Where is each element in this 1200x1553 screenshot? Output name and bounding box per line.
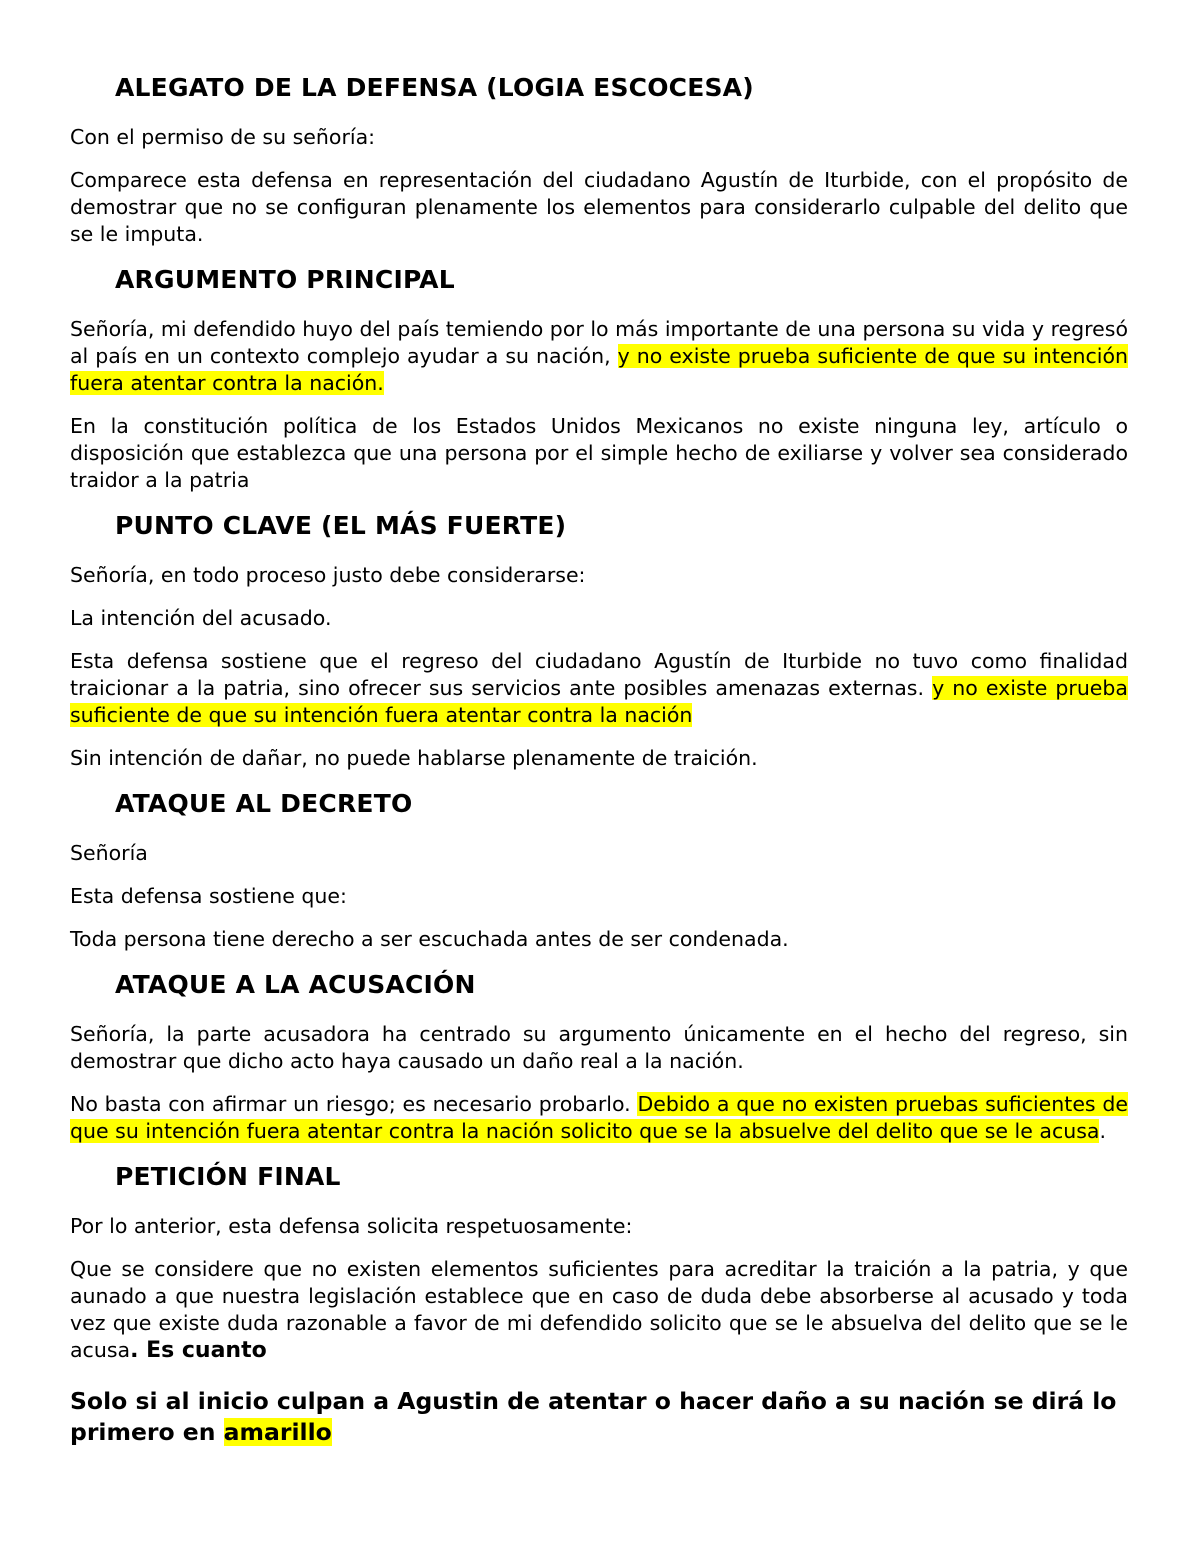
- closing-note: [70, 1386, 1128, 1448]
- argumento-paragraph-2: En la constitución política de los Estados Unidos Mexicanos no existe ninguna ley, artículo o disposición que establezca que una persona por el simple hecho de exiliarse y volver sea considerado traidor a la patria: [70, 414, 1128, 492]
- heading-peticion-final: PETICIÓN FINAL: [115, 1162, 341, 1191]
- punto-paragraph-3: [70, 648, 1128, 729]
- document-page: [70, 72, 1128, 1464]
- document-title: ALEGATO DE LA DEFENSA (LOGIA ESCOCESA): [115, 73, 754, 102]
- es-cuanto-text: . Es cuanto: [130, 1338, 267, 1363]
- acusacion-period: .: [1099, 1119, 1106, 1143]
- heading-argumento-principal: ARGUMENTO PRINCIPAL: [115, 265, 455, 294]
- argumento-paragraph-1: [70, 316, 1128, 397]
- decreto-paragraph-1: Señoría: [70, 841, 148, 865]
- closing-text: Solo si al inicio culpan a Agustin de atentar o hacer daño a su nación se dirá lo primero en: [70, 1387, 1117, 1446]
- highlighted-text: y no existe prueba suficiente de que su intención fuera atentar contra la nación: [70, 676, 1128, 727]
- acusacion-paragraph-1: Señoría, la parte acusadora ha centrado su argumento únicamente en el hecho del regreso, sin demostrar que dicho acto haya causado un daño real a la nación.: [70, 1022, 1128, 1073]
- peticion-text: Que se considere que no existen elementos suficientes para acreditar la traición a la patria, y que aunado a que nuestra legislación establece que en caso de duda debe absorberse al acusado y toda vez que existe duda razonable a favor de mi defendido solicito que se le absuelva del delito que se le acusa: [70, 1257, 1128, 1362]
- heading-ataque-decreto: ATAQUE AL DECRETO: [115, 789, 413, 818]
- punto-text: Esta defensa sostiene que el regreso del ciudadano Agustín de Iturbide no tuvo como finalidad traicionar a la patria, sino ofrecer sus servicios ante posibles amenazas externas.: [70, 649, 1128, 700]
- peticion-paragraph-1: Por lo anterior, esta defensa solicita respetuosamente:: [70, 1214, 633, 1238]
- peticion-paragraph-2: [70, 1256, 1128, 1364]
- intro-paragraph: Comparece esta defensa en representación del ciudadano Agustín de Iturbide, con el propósito de demostrar que no se configuran plenamente los elementos para considerarlo culpable del delito que se le imputa.: [70, 168, 1128, 246]
- punto-paragraph-4: Sin intención de dañar, no puede hablarse plenamente de traición.: [70, 746, 758, 770]
- decreto-paragraph-3: Toda persona tiene derecho a ser escuchada antes de ser condenada.: [70, 927, 789, 951]
- highlighted-text: amarillo: [223, 1418, 332, 1446]
- highlighted-text: y no existe prueba suficiente de que su intención fuera atentar contra la nación.: [70, 344, 1128, 395]
- heading-ataque-acusacion: ATAQUE A LA ACUSACIÓN: [115, 970, 476, 999]
- acusacion-paragraph-2: [70, 1091, 1128, 1145]
- argumento-text: Señoría, mi defendido huyo del país temiendo por lo más importante de una persona su vida y regresó al país en un contexto complejo ayudar a su nación,: [70, 317, 1128, 368]
- punto-paragraph-1: Señoría, en todo proceso justo debe considerarse:: [70, 563, 586, 587]
- intro-greeting: Con el permiso de su señoría:: [70, 125, 376, 149]
- punto-paragraph-2: La intención del acusado.: [70, 606, 332, 630]
- decreto-paragraph-2: Esta defensa sostiene que:: [70, 884, 347, 908]
- heading-punto-clave: PUNTO CLAVE (EL MÁS FUERTE): [115, 511, 567, 540]
- acusacion-text: No basta con afirmar un riesgo; es necesario probarlo.: [70, 1092, 638, 1116]
- highlighted-text: Debido a que no existen pruebas suficientes de que su intención fuera atentar contra la nación solicito que se la absuelve del delito que se le acusa: [70, 1092, 1129, 1143]
